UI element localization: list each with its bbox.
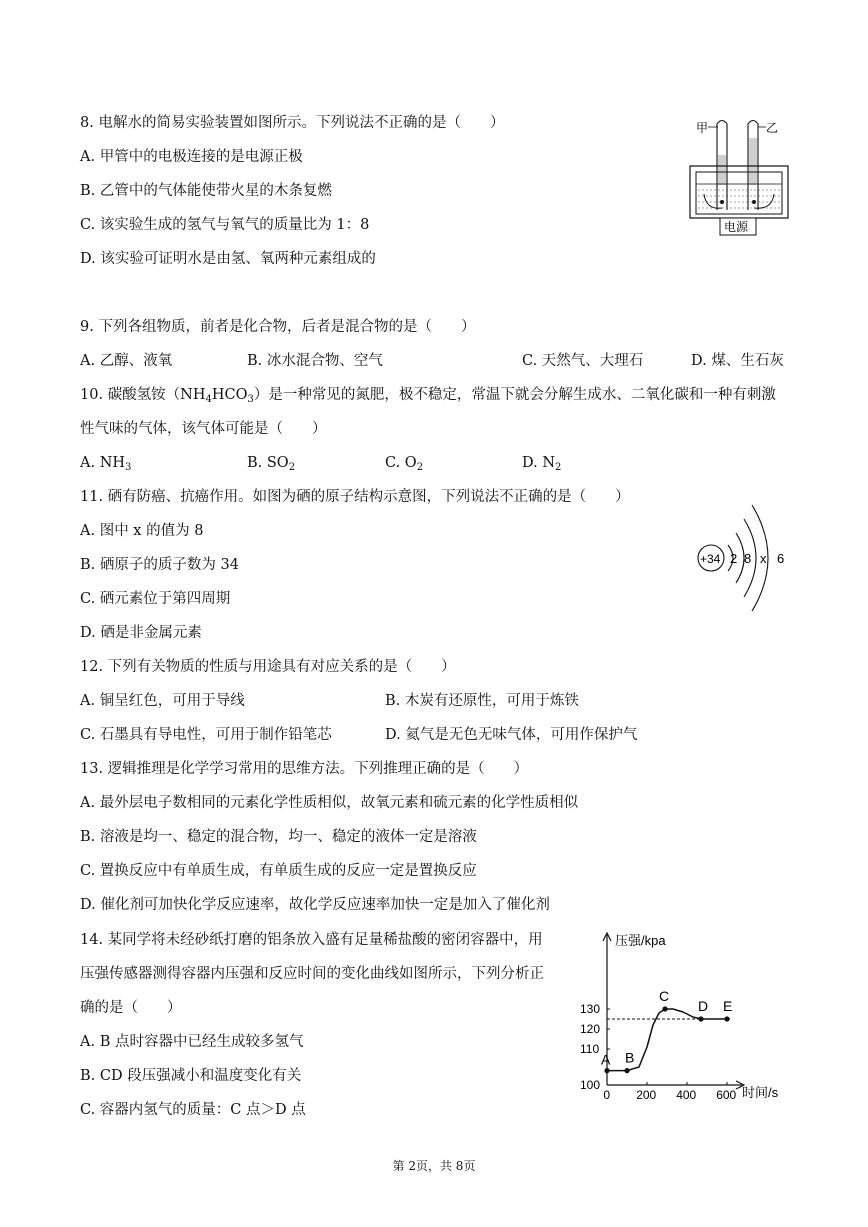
q9-option-d: D. 煤、生石灰 xyxy=(691,353,784,369)
q9-stem: 9. 下列各组物质，前者是化合物，后者是混合物的是（ ） xyxy=(80,319,476,335)
q9-option-a: A. 乙醇、液氧 xyxy=(80,353,173,369)
q8-option-d: D. 该实验可证明水是由氢、氧两种元素组成的 xyxy=(80,251,376,267)
q14-stem-line3: 确的是（ ） xyxy=(80,1000,182,1016)
point-a xyxy=(604,1068,609,1073)
point-label-b: B xyxy=(625,1049,635,1066)
q9-option-b: B. 冰水混合物、空气 xyxy=(247,353,383,369)
q13-option-d: D. 催化剂可加快化学反应速率，故化学反应速率加快一定是加入了催化剂 xyxy=(80,897,550,913)
point-label-e: E xyxy=(723,998,733,1014)
point-c xyxy=(662,1006,667,1011)
page-footer: 第 2页，共 8页 xyxy=(392,1159,476,1173)
q13-option-b: B. 溶液是均一、稳定的混合物，均一、稳定的液体一定是溶液 xyxy=(80,829,477,845)
nucleus-charge: +34 xyxy=(700,552,721,566)
q8-option-b: B. 乙管中的气体能使带火星的木条复燃 xyxy=(80,183,332,199)
q11-stem: 11. 硒有防癌、抗癌作用。如图为硒的原子结构示意图，下列说法不正确的是（ ） xyxy=(80,489,630,505)
point-label-a: A xyxy=(601,1051,611,1068)
q11-option-d: D. 硒是非金属元素 xyxy=(80,625,202,641)
x-tick-label: 200 xyxy=(636,1088,657,1102)
q8-option-c: C. 该实验生成的氢气与氧气的质量比为 1：8 xyxy=(80,217,370,233)
q11-option-b: B. 硒原子的质子数为 34 xyxy=(80,557,239,573)
q12-option-c: C. 石墨具有导电性，可用于制作铅笔芯 xyxy=(80,727,332,743)
point-label-c: C xyxy=(659,988,670,1004)
q14-option-c: C. 容器内氢气的质量：C 点＞D 点 xyxy=(80,1102,306,1118)
y-tick-label: 110 xyxy=(580,1042,600,1056)
q14-stem-line1: 14. 某同学将未经砂纸打磨的铝条放入盛有足量稀盐酸的密闭容器中，用 xyxy=(80,932,543,948)
point-e xyxy=(724,1016,729,1021)
q14-stem-line2: 压强传感器测得容器内压强和反应时间的变化曲线如图所示，下列分析正 xyxy=(80,966,544,982)
y-axis-label: 压强/kpa xyxy=(615,933,666,948)
shell2-electrons: 8 xyxy=(744,551,752,566)
selenium-atom-structure-figure xyxy=(690,495,790,625)
pressure-time-chart xyxy=(580,925,800,1105)
y-tick-label: 130 xyxy=(580,1002,601,1016)
q10-option-a: A. $NH_3$ xyxy=(80,455,132,473)
chart-axes xyxy=(580,933,779,1102)
q12-option-d: D. 氦气是无色无味气体，可用作保护气 xyxy=(385,727,638,743)
y-tick-label: 100 xyxy=(580,1078,601,1092)
x-tick-label: 400 xyxy=(676,1088,697,1102)
electrolysis-apparatus-figure xyxy=(684,110,794,238)
q11-option-a: A. 图中 x 的值为 8 xyxy=(80,523,204,539)
point-d xyxy=(698,1016,703,1021)
q13-option-c: C. 置换反应中有单质生成，有单质生成的反应一定是置换反应 xyxy=(80,863,477,879)
q13-option-a: A. 最外层电子数相同的元素化学性质相似，故氧元素和硫元素的化学性质相似 xyxy=(80,795,579,811)
tube-yi-label: 乙 xyxy=(766,121,779,135)
q10-stem-line1: 10. 碳酸氢铵$(NH_4HCO_3)$是一种常见的氮肥，极不稳定，常温下就会分解生成水、二氧化碳和一种有刺激 xyxy=(80,387,776,405)
power-label: 电源 xyxy=(724,220,749,234)
shell4-electrons: 6 xyxy=(777,551,785,566)
q14-option-b: B. CD 段压强减小和温度变化有关 xyxy=(80,1068,302,1084)
x-axis-label: 时间/s xyxy=(742,1085,779,1100)
point-b xyxy=(624,1068,629,1073)
x-tick-label: 600 xyxy=(716,1088,737,1102)
q12-stem: 12. 下列有关物质的性质与用途具有对应关系的是（ ） xyxy=(80,659,456,675)
q13-stem: 13. 逻辑推理是化学学习常用的思维方法。下列推理正确的是（ ） xyxy=(80,761,529,777)
q8-stem: 8. 电解水的简易实验装置如图所示。下列说法不正确的是（ ） xyxy=(80,115,505,131)
chart-labels xyxy=(601,988,732,1068)
q11-option-c: C. 硒元素位于第四周期 xyxy=(80,591,231,607)
q12-option-a: A. 铜呈红色，可用于导线 xyxy=(80,693,245,709)
q10-stem-line2: 性气味的气体，该气体可能是（ ） xyxy=(80,421,327,437)
q10-option-d: D. $N_2$ xyxy=(522,455,562,473)
q8-option-a: A. 甲管中的电极连接的是电源正极 xyxy=(80,149,303,165)
tube-jia-label: 甲 xyxy=(696,121,709,135)
q9-option-c: C. 天然气、大理石 xyxy=(522,353,644,369)
q12-option-b: B. 木炭有还原性，可用于炼铁 xyxy=(385,693,579,709)
shell3-electrons: x xyxy=(760,551,767,566)
point-label-d: D xyxy=(698,998,709,1014)
q10-option-b: B. $SO_2$ xyxy=(247,455,296,473)
y-tick-label: 120 xyxy=(580,1022,601,1036)
q10-option-c: C. $O_2$ xyxy=(385,455,424,473)
x-tick-label: 0 xyxy=(603,1088,611,1102)
q14-option-a: A. B 点时容器中已经生成较多氢气 xyxy=(80,1034,304,1050)
shell1-electrons: 2 xyxy=(730,551,738,566)
chart-points xyxy=(604,1006,729,1073)
